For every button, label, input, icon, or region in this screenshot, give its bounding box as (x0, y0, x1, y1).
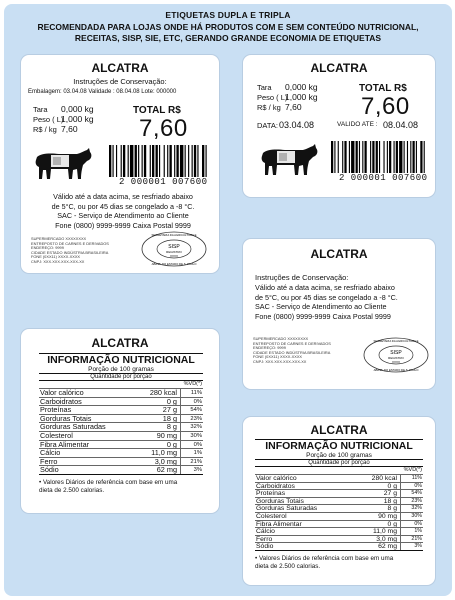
nutrient-name: Fibra Alimentar (256, 520, 302, 528)
nutrition-qty-header: Quantidade por porção (39, 373, 203, 380)
barcode-bar (424, 141, 425, 173)
svg-text:XXXX: XXXX (169, 254, 179, 258)
svg-text:ABAST. DO ESTADO DE S. PAULO: ABAST. DO ESTADO DE S. PAULO (373, 368, 419, 372)
barcode-bar (416, 141, 417, 173)
nutrient-name: Cálcio (40, 448, 61, 458)
nutrient-name: Carboidratos (256, 482, 295, 490)
barcode-bar (109, 145, 111, 177)
sisp-stamp (361, 335, 431, 375)
column-divider (400, 536, 401, 543)
barcode-bar (379, 141, 380, 173)
nutrient-vd: 0% (414, 482, 422, 489)
barcode-bar (152, 145, 154, 177)
nutrition-row (39, 448, 203, 457)
barcode-bar (176, 145, 178, 177)
nutrient-qty: 280 kcal (149, 388, 177, 397)
nutrient-name: Cálcio (256, 528, 275, 536)
label-card-full (20, 54, 220, 274)
nutrient-qty: 11,0 mg (372, 528, 397, 536)
nutrient-name: Gorduras Totais (256, 497, 304, 505)
nutrient-vd: 0% (193, 398, 202, 405)
column-divider (400, 475, 401, 482)
barcode-bar (370, 141, 371, 173)
nutrition-row (255, 527, 423, 535)
nutrient-qty: 90 mg (156, 430, 177, 440)
barcode-number: 2 000001 007600 (119, 177, 208, 187)
column-divider (180, 458, 181, 466)
nutrient-qty: 0 g (387, 482, 397, 490)
barcode-bar (338, 141, 339, 173)
nutrition-vd-header: %VD(*) (39, 380, 203, 388)
nutrient-qty: 90 mg (378, 512, 397, 520)
nutrition-row (39, 465, 203, 474)
column-divider (400, 490, 401, 497)
rskg-value: 7,60 (61, 124, 78, 134)
mfr-line: FONE (0XX11) XXXX-XXXX (31, 254, 81, 260)
column-divider (180, 406, 181, 414)
nutrition-row (39, 431, 203, 440)
column-divider (180, 466, 181, 474)
nutrient-vd: 0% (193, 441, 202, 448)
column-divider (400, 505, 401, 512)
barcode-bar (142, 145, 143, 177)
barcode-bar (387, 141, 388, 173)
total-value: 7,60 (361, 93, 410, 120)
nutrient-qty: 3,0 mg (154, 456, 177, 466)
barcode-bar (394, 141, 395, 173)
nutrient-qty: 62 mg (378, 543, 397, 551)
barcode-bar (130, 145, 133, 177)
barcode-bar (389, 141, 391, 173)
total-label: TOTAL R$ (359, 83, 407, 94)
nutrient-vd: 23% (411, 497, 422, 504)
barcode-bar (407, 141, 408, 173)
tara-value: 0,000 kg (285, 82, 318, 92)
nutrition-panel (39, 353, 203, 496)
nutrition-row (255, 512, 423, 520)
barcode-bar (156, 145, 158, 177)
barcode-bar (116, 145, 117, 177)
nutrient-vd: 54% (411, 490, 422, 497)
product-name: ALCATRA (310, 423, 368, 437)
nutrient-qty: 18 g (383, 497, 397, 505)
nutrient-name: Proteínas (256, 490, 286, 498)
barcode-bar (185, 145, 186, 177)
nutrient-qty: 8 g (166, 422, 177, 432)
nutrition-qty-header: Quantidade por porção (255, 459, 423, 466)
barcode-bar (334, 141, 335, 173)
validade-label: VALIDO ATE : (337, 121, 378, 128)
label-card-instructions (242, 238, 436, 390)
nutrient-name: Colesterol (40, 430, 73, 440)
barcode-bar (412, 141, 414, 173)
svg-text:SISP: SISP (168, 244, 180, 250)
nutrient-vd: 1% (193, 450, 202, 457)
svg-text:REGISTRO: REGISTRO (388, 356, 404, 360)
tara-label: Tara (33, 105, 48, 114)
validity-text (29, 192, 217, 230)
barcode (109, 145, 209, 177)
nutrition-row (255, 474, 423, 482)
barcode-bar (167, 145, 168, 177)
cattle-icon (31, 145, 93, 183)
barcode-bar (159, 145, 160, 177)
barcode-bar (404, 141, 405, 173)
nutrient-name: Valor calórico (256, 475, 297, 482)
barcode-bar (150, 145, 151, 177)
nutrient-name: Ferro (40, 456, 58, 466)
barcode-bar (372, 141, 374, 173)
nutrient-name: Fibra Alimentar (40, 439, 90, 449)
nutrient-qty: 280 kcal (371, 475, 397, 482)
mfr-line: CIDADE ESTADO INDÚSTRIA BRASILEIRA (253, 349, 331, 355)
nutrient-vd: 23% (190, 415, 202, 422)
barcode-bar (344, 141, 346, 173)
barcode-bar (331, 141, 333, 173)
column-divider (180, 449, 181, 457)
nutrient-vd: 3% (193, 467, 202, 474)
barcode-bar (362, 141, 363, 173)
nutrition-footnote (39, 479, 203, 496)
column-divider (180, 415, 181, 423)
barcode-bar (351, 141, 354, 173)
nutrient-vd: 30% (411, 512, 422, 519)
mfr-line: ENTREPOSTO DE CARNES E DERIVADOS (253, 340, 331, 346)
data-label: DATA: (257, 121, 278, 130)
nutrient-vd: 21% (190, 458, 202, 465)
barcode-bar (121, 145, 122, 177)
manufacturer-info (31, 237, 109, 265)
nutrition-row (39, 405, 203, 414)
nutrient-qty: 62 mg (156, 465, 177, 475)
mfr-line: SUPERMERCADO XXXXXXXX (253, 336, 309, 341)
barcode-number: 2 000001 007600 (339, 173, 428, 183)
nutrient-name: Valor calórico (40, 388, 84, 397)
column-divider (180, 423, 181, 431)
validity-line-4: Fone (0800) 9999-9999 Caixa Postal 9999 (55, 220, 191, 230)
barcode-bar (135, 145, 137, 177)
label-sheet (4, 4, 452, 596)
mfr-line: FONE (0XX11) XXXX-XXXX (253, 354, 303, 360)
mfr-line: CNPJ: XXX.XXX.XXX-XXX-XX (31, 258, 85, 264)
barcode-bar (410, 141, 411, 173)
footnote-line: • Valores Diários de referência com base em uma (255, 554, 394, 562)
nutrition-row (39, 422, 203, 431)
rskg-value: 7,60 (285, 102, 302, 112)
nutrient-name: Gorduras Totais (40, 413, 92, 423)
validity-line-3: SAC - Serviço de Atendimento ao Cliente (255, 302, 387, 312)
nutrition-title: INFORMAÇÃO NUTRICIONAL (39, 353, 203, 366)
mfr-line: ENTREPOSTO DE CARNES E DERIVADOS (31, 240, 109, 246)
tara-value: 0,000 kg (61, 104, 94, 114)
rskg-label: R$ / kg (33, 125, 57, 134)
product-name: ALCATRA (310, 247, 368, 261)
barcode-bar (342, 141, 343, 173)
barcode-bar (128, 145, 129, 177)
embalagem-line: Embalagem: 03.04.08 Validade : 08.04.08 Lote: 000000 (28, 89, 177, 95)
barcode-bar (169, 145, 171, 177)
barcode-bar (399, 141, 402, 173)
nutrient-vd: 21% (411, 535, 422, 542)
nutrition-title: INFORMAÇÃO NUTRICIONAL (255, 439, 423, 452)
nutrient-vd: 32% (190, 424, 202, 431)
nutrient-vd: 0% (414, 520, 422, 527)
nutrient-qty: 18 g (162, 413, 177, 423)
product-name: ALCATRA (310, 61, 368, 75)
barcode-bar (420, 141, 422, 173)
rskg-label: R$ / kg (257, 103, 281, 112)
barcode-bar (356, 141, 358, 173)
nutrition-row (39, 457, 203, 466)
barcode (331, 141, 427, 173)
barcode-bar (364, 141, 366, 173)
mfr-line: CNPJ: XXX.XXX.XXX-XXX-XX (253, 358, 307, 364)
nutrition-row (39, 397, 203, 406)
nutrition-row (255, 489, 423, 497)
nutrient-name: Ferro (256, 535, 273, 543)
nutrient-vd: 1% (414, 528, 422, 535)
barcode-bar (188, 145, 189, 177)
peso-value: 1,000 kg (285, 92, 318, 102)
column-divider (400, 513, 401, 520)
svg-text:SISP: SISP (390, 350, 402, 356)
nutrition-row (255, 520, 423, 528)
nutrition-bottom-rule (255, 550, 423, 551)
barcode-bar (206, 145, 207, 177)
nutrition-panel (255, 439, 423, 572)
column-divider (400, 543, 401, 550)
nutrition-row (255, 504, 423, 512)
nutrition-footnote (255, 555, 423, 572)
column-divider (400, 483, 401, 490)
column-divider (180, 389, 181, 397)
nutrition-row (39, 440, 203, 449)
sheet-subtitle: RECOMENDADA PARA LOJAS ONDE HÁ PRODUTOS COM E SEM CONTEÚDO NUTRICIONAL, RECEITAS, SISP, SIE, ETC, GERANDO GRANDE ECONOMIA DE ETIQUETAS (37, 22, 419, 43)
footnote-line: dieta de 2.500 calorias. (255, 563, 321, 571)
mfr-line: ENDEREÇO: 9999 (253, 345, 286, 351)
nutrient-name: Colesterol (256, 512, 287, 520)
barcode-bar (194, 145, 196, 177)
nutrient-vd: 11% (190, 390, 202, 396)
product-name: ALCATRA (91, 336, 149, 350)
svg-text:ABAST. DO ESTADO DE S. PAULO: ABAST. DO ESTADO DE S. PAULO (151, 262, 197, 266)
nutrient-vd: 3% (414, 543, 422, 550)
nutrient-name: Sódio (256, 543, 274, 551)
nutrition-row (255, 535, 423, 543)
nutrition-vd-header: %VD(*) (255, 466, 423, 474)
column-divider (400, 528, 401, 535)
peso-label: Peso ( L) (257, 93, 288, 102)
validity-line-3: SAC - Serviço de Atendimento ao Cliente (57, 211, 189, 221)
nutrient-name: Gorduras Saturadas (256, 505, 318, 513)
sheet-title: ETIQUETAS DUPLA E TRIPLA (165, 10, 291, 20)
label-card-price (242, 54, 436, 198)
nutrient-qty: 0 g (387, 520, 397, 528)
barcode-bar (197, 145, 198, 177)
label-card-nutrition-right (242, 416, 436, 586)
cattle-icon (257, 141, 319, 179)
validity-line-2: de 5°C, ou por 45 dias se congelado a -8 °C. (51, 201, 195, 211)
barcode-bar (192, 145, 193, 177)
column-divider (180, 398, 181, 406)
barcode-bar (349, 141, 350, 173)
barcode-bar (359, 141, 360, 173)
nutrition-row (39, 388, 203, 397)
label-card-nutrition-left (20, 328, 220, 514)
nutrient-vd: 32% (411, 505, 422, 512)
barcode-bar (174, 145, 175, 177)
nutrition-bottom-rule (39, 474, 203, 475)
svg-text:SECRETARIA DA AGRICULTURA E: SECRETARIA DA AGRICULTURA E (373, 339, 419, 343)
conservation-label: Instruções de Conservação: (73, 77, 167, 86)
svg-text:REGISTRO: REGISTRO (166, 250, 182, 254)
nutrient-name: Sódio (40, 465, 59, 475)
nutrient-name: Gorduras Saturadas (40, 422, 106, 432)
nutrient-qty: 8 g (387, 505, 397, 513)
nutrient-name: Proteínas (40, 405, 72, 415)
product-name: ALCATRA (91, 61, 149, 75)
peso-value: 1,000 kg (61, 114, 94, 124)
mfr-line: SUPERMERCADO XXXXXXXX (31, 236, 87, 241)
column-divider (400, 521, 401, 528)
validity-line-4: Fone (0800) 9999-9999 Caixa Postal 9999 (255, 311, 391, 321)
nutrient-qty: 27 g (162, 405, 177, 415)
validity-line-1: Válido até a data acima, se resfriado abaixo (53, 192, 193, 201)
total-value: 7,60 (139, 115, 188, 142)
nutrition-portion: Porção de 100 gramas (88, 366, 154, 373)
nutrition-row (255, 497, 423, 505)
column-divider (180, 441, 181, 449)
nutrient-vd: 30% (190, 432, 202, 439)
barcode-bar (123, 145, 125, 177)
column-divider (180, 432, 181, 440)
nutrient-qty: 11,0 mg (151, 448, 177, 458)
column-divider (400, 498, 401, 505)
nutrient-qty: 0 g (166, 396, 177, 406)
sisp-stamp (139, 229, 209, 269)
barcode-bar (164, 145, 165, 177)
barcode-bar (202, 145, 204, 177)
nutrition-row (39, 414, 203, 423)
nutrient-vd: 11% (411, 475, 422, 481)
barcode-bar (180, 145, 183, 177)
peso-label: Peso ( L) (33, 115, 64, 124)
mfr-line: CIDADE ESTADO INDÚSTRIA BRASILEIRA (31, 249, 109, 255)
nutrient-qty: 27 g (383, 490, 397, 498)
conservation-label: Instruções de Conservação: (255, 273, 349, 282)
barcode-bar (383, 141, 384, 173)
footnote-line: dieta de 2.500 calorias. (39, 487, 105, 495)
svg-text:XXXX: XXXX (391, 360, 401, 364)
nutrient-name: Carboidratos (40, 396, 82, 406)
validity-line-2: de 5°C, ou por 45 dias se congelado a -8 °C. (255, 292, 398, 302)
svg-text:SECRETARIA DA AGRICULTURA E: SECRETARIA DA AGRICULTURA E (151, 233, 197, 237)
tara-label: Tara (257, 83, 272, 92)
footnote-line: • Valores Diários de referência com base em uma (39, 478, 178, 486)
nutrient-qty: 0 g (166, 439, 177, 449)
validity-text (255, 283, 433, 321)
manufacturer-info (253, 337, 331, 365)
nutrient-vd: 54% (190, 407, 202, 414)
barcode-bar (144, 145, 146, 177)
mfr-line: ENDEREÇO: 9999 (31, 245, 64, 251)
barcode-bar (396, 141, 398, 173)
barcode-bar (138, 145, 139, 177)
validity-line-1: Válido até a data acima, se resfriado abaixo (255, 283, 395, 292)
nutrition-portion: Porção de 100 gramas (306, 452, 372, 459)
total-label: TOTAL R$ (133, 105, 181, 116)
data-value: 03.04.08 (279, 120, 315, 130)
barcode-bar (112, 145, 113, 177)
barcode-bar (376, 141, 378, 173)
nutrition-row (255, 542, 423, 550)
validade-value: 08.04.08 (383, 120, 419, 130)
nutrient-qty: 3,0 mg (376, 535, 397, 543)
nutrition-row (255, 482, 423, 490)
